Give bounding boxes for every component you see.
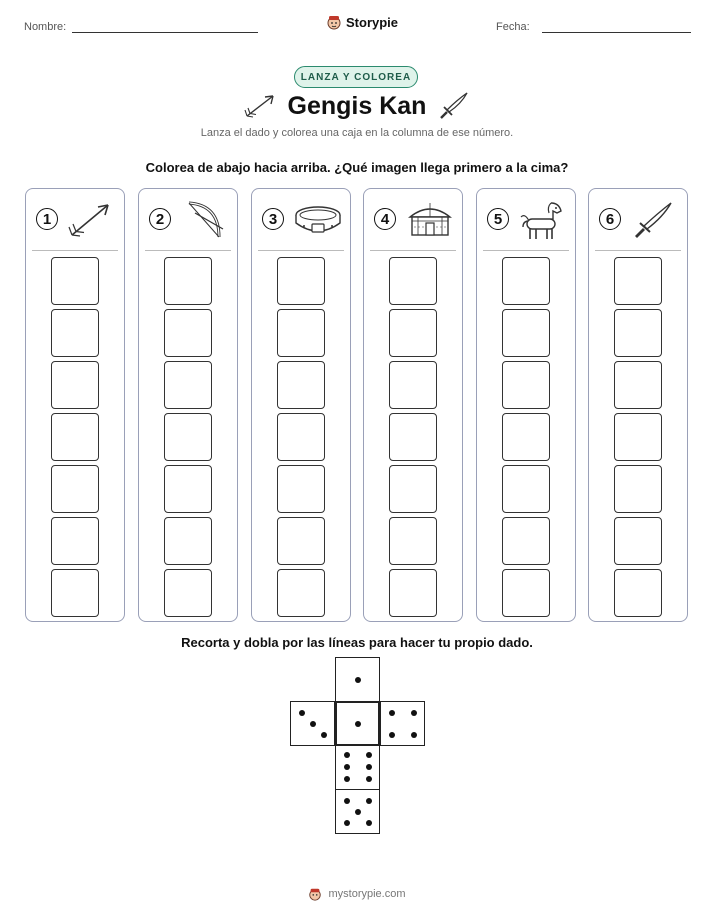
coloring-box[interactable] [389, 361, 437, 409]
arrow-icon [66, 199, 116, 241]
footer [0, 887, 714, 901]
coloring-box[interactable] [164, 413, 212, 461]
coloring-box[interactable] [277, 413, 325, 461]
coloring-box[interactable] [51, 465, 99, 513]
footer-url[interactable]: mystorypie.com [328, 888, 406, 900]
sword-icon [437, 90, 471, 122]
coloring-box[interactable] [164, 517, 212, 565]
coloring-box[interactable] [614, 309, 662, 357]
coloring-box[interactable] [277, 361, 325, 409]
coloring-box[interactable] [51, 361, 99, 409]
name-field[interactable] [72, 32, 258, 33]
coloring-box[interactable] [502, 257, 550, 305]
column-number: 5 [487, 208, 509, 230]
die-face-1 [335, 701, 380, 746]
die-face-6 [335, 745, 380, 790]
coloring-box[interactable] [164, 361, 212, 409]
column-1 [25, 188, 125, 622]
coloring-box[interactable] [51, 569, 99, 617]
coloring-box[interactable] [277, 309, 325, 357]
coloring-box[interactable] [614, 413, 662, 461]
coloring-box[interactable] [502, 361, 550, 409]
date-field[interactable] [542, 32, 691, 33]
storypie-mascot-icon [326, 14, 342, 30]
column-4 [363, 188, 463, 622]
column-6 [588, 188, 688, 622]
die-face-4 [380, 701, 425, 746]
belt-icon [292, 199, 344, 241]
column-number: 1 [36, 208, 58, 230]
coloring-box[interactable] [51, 517, 99, 565]
storypie-mascot-icon [308, 887, 322, 901]
coloring-box[interactable] [277, 257, 325, 305]
coloring-box[interactable] [164, 257, 212, 305]
die-net [290, 657, 426, 837]
coloring-box[interactable] [614, 569, 662, 617]
bow-icon [179, 199, 229, 241]
horse-icon [517, 199, 569, 243]
coloring-box[interactable] [277, 465, 325, 513]
brand-name: Storypie [346, 14, 399, 30]
column-5 [476, 188, 576, 622]
brand-logo [326, 14, 398, 30]
page-title: Gengis Kan [287, 92, 427, 120]
coloring-box[interactable] [614, 465, 662, 513]
name-label: Nombre: [24, 21, 67, 33]
die-face-1 [335, 657, 380, 702]
coloring-box[interactable] [389, 413, 437, 461]
coloring-box[interactable] [164, 465, 212, 513]
yurt-icon [404, 199, 456, 241]
column-2 [138, 188, 238, 622]
coloring-box[interactable] [502, 309, 550, 357]
coloring-box[interactable] [51, 309, 99, 357]
die-instruction: Recorta y dobla por las líneas para hacer tu propio dado. [181, 635, 533, 650]
coloring-box[interactable] [389, 309, 437, 357]
die-face-5 [335, 789, 380, 834]
coloring-box[interactable] [614, 517, 662, 565]
coloring-box[interactable] [389, 257, 437, 305]
coloring-box[interactable] [277, 517, 325, 565]
coloring-box[interactable] [277, 569, 325, 617]
column-number: 4 [374, 208, 396, 230]
coloring-box[interactable] [502, 569, 550, 617]
coloring-box[interactable] [51, 413, 99, 461]
coloring-box[interactable] [502, 413, 550, 461]
coloring-box[interactable] [389, 517, 437, 565]
column-number: 3 [262, 208, 284, 230]
column-number: 2 [149, 208, 171, 230]
coloring-box[interactable] [164, 569, 212, 617]
column-number: 6 [599, 208, 621, 230]
columns-instruction: Colorea de abajo hacia arriba. ¿Qué imagen llega primero a la cima? [145, 160, 569, 175]
coloring-box[interactable] [502, 517, 550, 565]
die-face-3 [290, 701, 335, 746]
coloring-box[interactable] [389, 465, 437, 513]
column-3 [251, 188, 351, 622]
coloring-box[interactable] [614, 257, 662, 305]
coloring-box[interactable] [614, 361, 662, 409]
date-label: Fecha: [496, 21, 530, 33]
coloring-box[interactable] [164, 309, 212, 357]
sword-icon [629, 199, 679, 243]
coloring-box[interactable] [502, 465, 550, 513]
subtitle: Lanza el dado y colorea una caja en la columna de ese número. [200, 127, 514, 139]
coloring-box[interactable] [51, 257, 99, 305]
coloring-box[interactable] [389, 569, 437, 617]
activity-badge: LANZA Y COLOREA [294, 66, 418, 88]
